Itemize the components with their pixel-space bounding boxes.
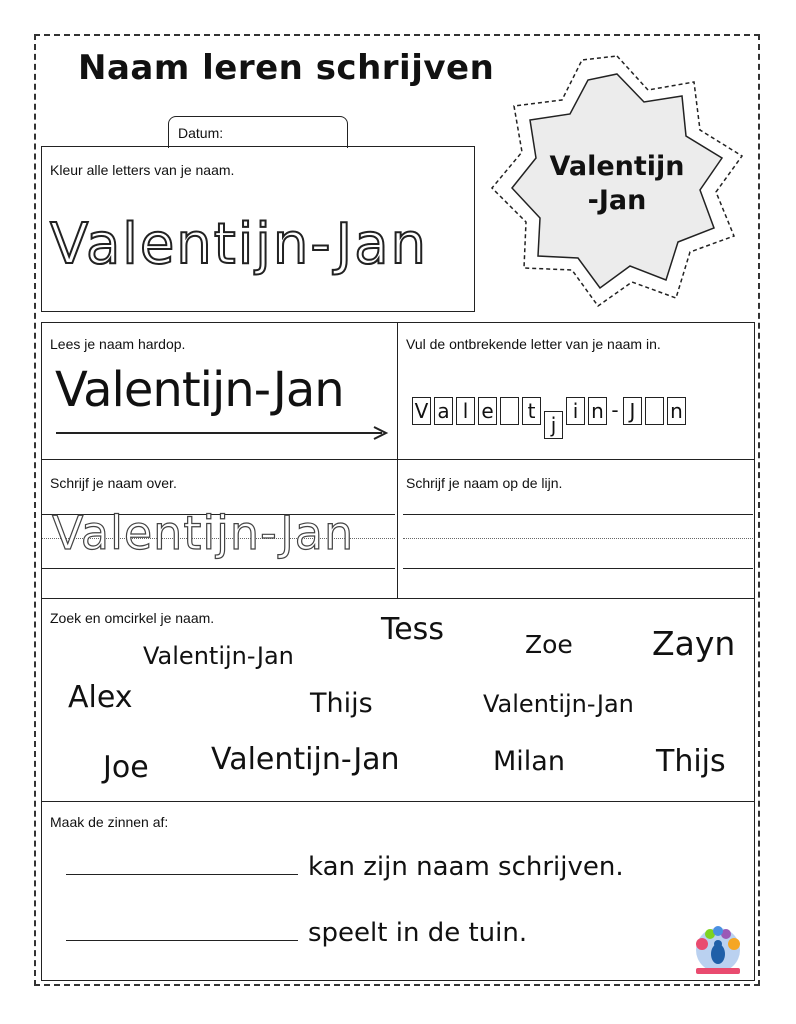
letter-box: n <box>588 397 607 425</box>
answer-blank-1[interactable] <box>66 874 298 875</box>
sentence-1 <box>66 852 624 882</box>
page-title: Naam leren schrijven <box>78 48 495 88</box>
outline-name[interactable]: Valentijn-Jan <box>50 212 428 277</box>
write-instruction: Schrijf je naam op de lijn. <box>406 475 563 491</box>
sentence-2-text: speelt in de tuin. <box>308 918 528 948</box>
word-alex[interactable]: Alex <box>68 680 133 715</box>
missing-letter-instruction: Vul de ontbrekende letter van je naam in. <box>406 336 661 352</box>
base-line <box>403 568 753 569</box>
word-tess[interactable]: Tess <box>381 612 444 647</box>
color-instruction: Kleur alle letters van je naam. <box>50 162 235 178</box>
read-instruction: Lees je naam hardop. <box>50 336 186 352</box>
star-name <box>486 150 748 218</box>
star-name-line2: -Jan <box>587 185 647 216</box>
word-thijs-2[interactable]: Thijs <box>656 744 726 779</box>
sentence-1-text: kan zijn naam schrijven. <box>308 852 624 882</box>
letter-box: J <box>623 397 642 425</box>
letter-boxes <box>412 397 689 439</box>
word-joe[interactable]: Joe <box>103 750 149 785</box>
blank-letter-box[interactable] <box>645 397 664 425</box>
traceable-name[interactable]: Valentijn-Jan <box>52 506 355 560</box>
mid-line <box>403 538 753 539</box>
trace-instruction: Schrijf je naam over. <box>50 475 177 491</box>
write-lines[interactable] <box>403 514 753 574</box>
top-line <box>403 514 753 515</box>
word-zoe[interactable]: Zoe <box>525 630 573 659</box>
letter-box: e <box>478 397 497 425</box>
letter-box: n <box>667 397 686 425</box>
letter-box: l <box>456 397 475 425</box>
word-valentijn-jan-2[interactable]: Valentijn-Jan <box>483 690 634 718</box>
answer-blank-2[interactable] <box>66 940 298 941</box>
complete-instruction: Maak de zinnen af: <box>50 814 169 830</box>
word-milan[interactable]: Milan <box>493 746 565 777</box>
date-label: Datum: <box>178 125 224 141</box>
letter-hyphen: - <box>611 398 619 422</box>
letter-box: i <box>566 397 585 425</box>
letter-box: a <box>434 397 453 425</box>
word-thijs-1[interactable]: Thijs <box>310 688 373 719</box>
letter-box: t <box>522 397 541 425</box>
blank-letter-box[interactable] <box>500 397 519 425</box>
letter-box: j <box>544 411 563 439</box>
search-instruction: Zoek en omcirkel je naam. <box>50 610 215 626</box>
peacock-logo-icon <box>688 924 748 978</box>
read-name: Valentijn-Jan <box>55 362 344 418</box>
star-name-line1: Valentijn <box>549 151 685 182</box>
arrow-icon <box>56 424 390 442</box>
letter-box: V <box>412 397 431 425</box>
date-field[interactable] <box>168 116 348 148</box>
word-valentijn-jan-1[interactable]: Valentijn-Jan <box>143 642 294 670</box>
word-zayn[interactable]: Zayn <box>652 624 736 663</box>
word-valentijn-jan-3[interactable]: Valentijn-Jan <box>211 742 400 777</box>
sentence-2 <box>66 918 527 948</box>
base-line <box>42 568 395 569</box>
